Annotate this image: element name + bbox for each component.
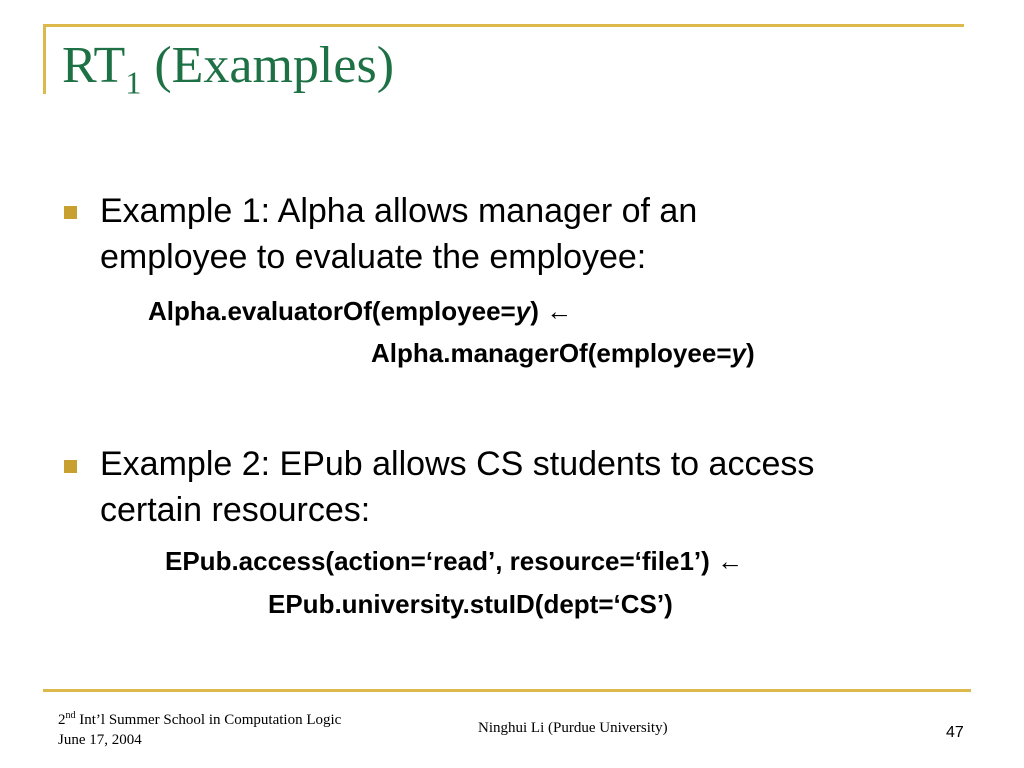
footer-event — [58, 706, 341, 750]
bullet-square-icon — [64, 206, 77, 219]
example1-formula1-suffix: ) — [530, 296, 547, 326]
slide-title-main: RT — [62, 37, 126, 94]
example1-formula2-suffix: ) — [745, 338, 755, 368]
footer-date: June 17, 2004 — [58, 732, 142, 748]
example2-line2: certain resources: — [100, 491, 371, 529]
page-number: 47 — [946, 724, 964, 741]
footer-author: Ninghui Li (Purdue University) — [478, 720, 668, 736]
footer-ordinal-suffix: nd — [65, 710, 76, 721]
footer-rule — [43, 689, 971, 692]
example2-formula1-text: EPub.access(action=‘read’, resource=‘file1’) — [165, 546, 718, 576]
example2-line1: Example 2: EPub allows CS students to access — [100, 445, 815, 483]
title-accent-vertical-rule — [43, 24, 46, 94]
example1-formula1-variable: y — [515, 296, 531, 326]
bullet-square-icon — [64, 460, 77, 473]
footer-ordinal: 2 — [58, 712, 66, 728]
slide-title-subscript: 1 — [125, 64, 142, 101]
example2-formula-line1 — [165, 548, 743, 574]
example2-text — [100, 441, 814, 533]
example2-formula-line2: EPub.university.stuID(dept=‘CS’) — [268, 589, 673, 619]
footer-school — [58, 706, 341, 730]
example1-formula1-prefix: Alpha.evaluatorOf(employee= — [148, 296, 516, 326]
left-arrow-icon: ← — [717, 546, 744, 576]
example1-formula-line2 — [371, 340, 755, 366]
slide-title — [62, 37, 395, 101]
title-accent-horizontal-rule — [43, 24, 964, 27]
left-arrow-icon: ← — [546, 296, 573, 326]
slide-title-rest: (Examples) — [141, 37, 395, 94]
example1-line1: Example 1: Alpha allows manager of an — [100, 192, 698, 230]
example1-formula2-prefix: Alpha.managerOf(employee= — [371, 338, 732, 368]
example1-line2: employee to evaluate the employee: — [100, 238, 647, 276]
example1-formula2-variable: y — [731, 338, 746, 368]
example1-formula-line1 — [148, 298, 572, 324]
example1-text — [100, 188, 697, 280]
footer-school-name: Int’l Summer School in Computation Logic — [75, 712, 342, 728]
